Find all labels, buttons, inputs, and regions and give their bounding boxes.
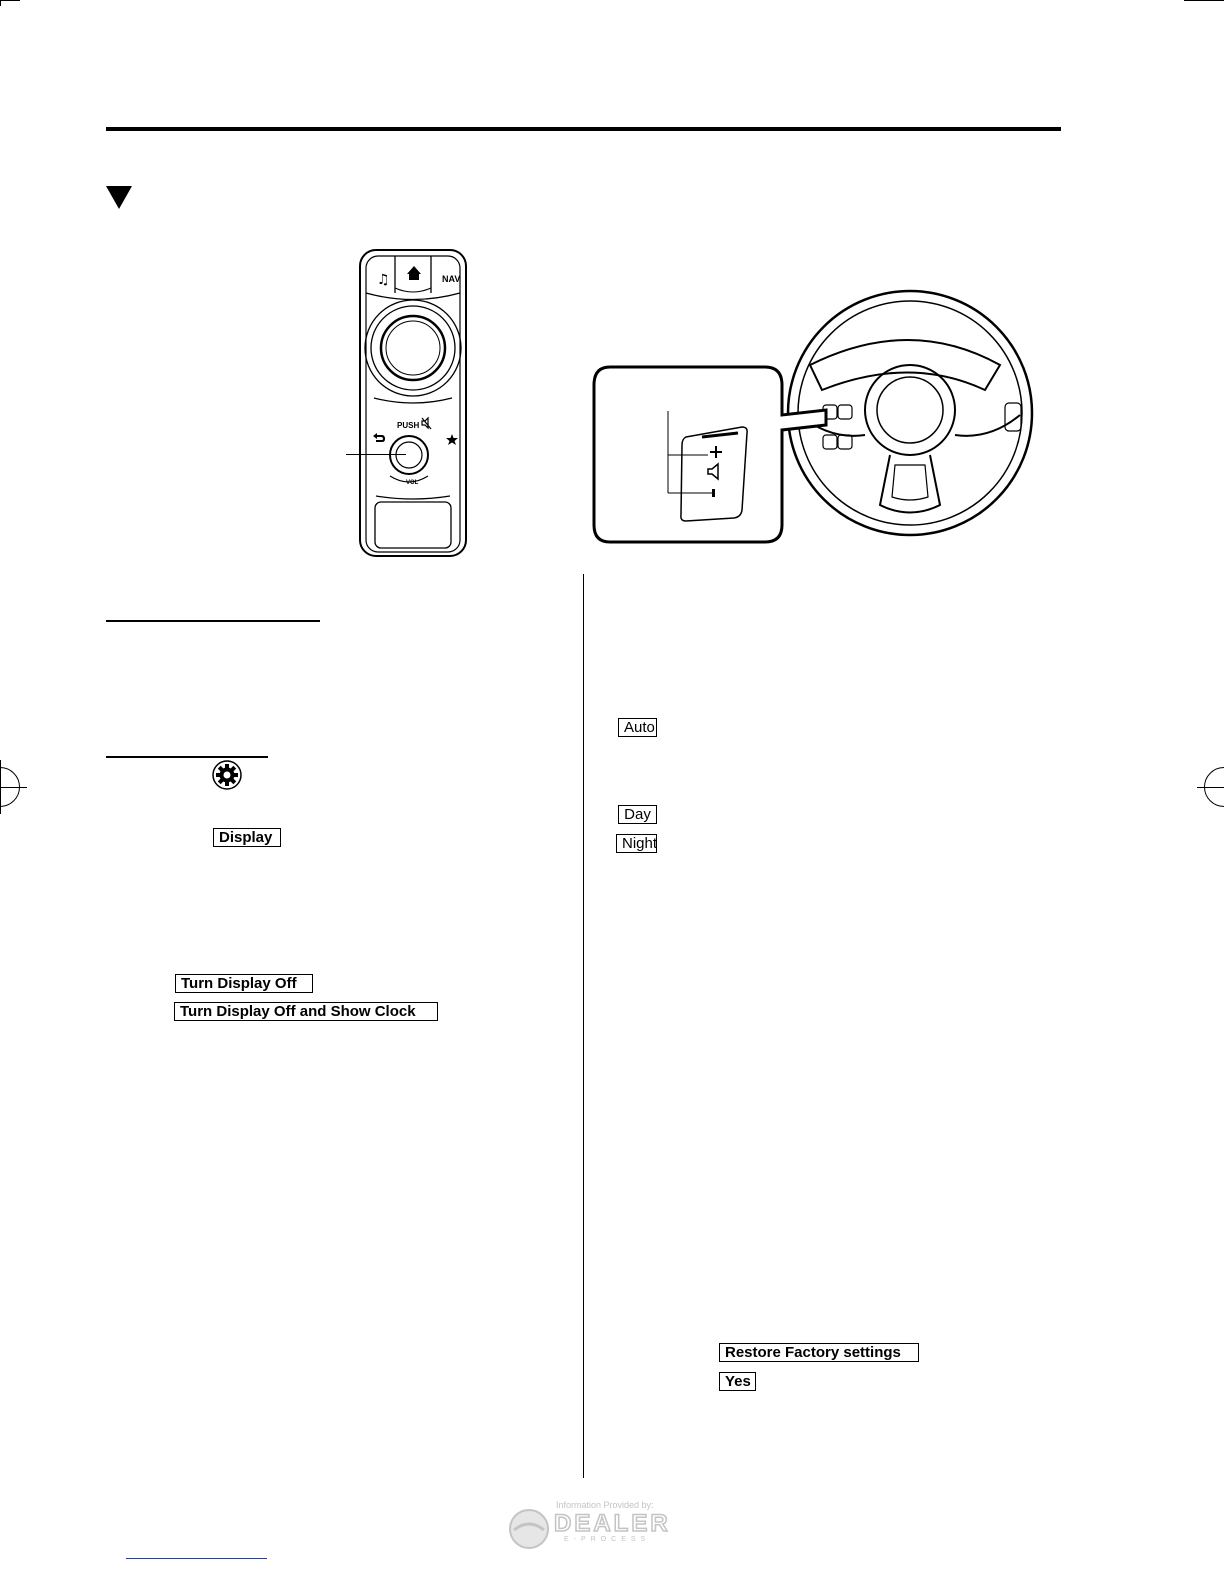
turn-display-off-show-clock-button[interactable]: Turn Display Off and Show Clock bbox=[174, 1002, 438, 1021]
registration-mark-left bbox=[0, 767, 20, 807]
leader-line-knob bbox=[346, 454, 406, 455]
column-divider bbox=[583, 574, 584, 1478]
commander-switch-illustration bbox=[340, 248, 475, 560]
settings-gear-icon bbox=[212, 760, 242, 790]
day-button[interactable]: Day bbox=[618, 805, 657, 824]
mute-icon bbox=[422, 418, 431, 429]
footer-link[interactable] bbox=[126, 1558, 267, 1559]
watermark-caption: Information Provided by: bbox=[556, 1500, 654, 1510]
watermark-logo bbox=[506, 1500, 696, 1552]
vol-label: VOL bbox=[406, 480, 419, 486]
crop-mark-top-right-h bbox=[1184, 0, 1224, 1]
restore-factory-settings-button[interactable]: Restore Factory settings bbox=[719, 1343, 919, 1362]
steering-volume-minus-icon bbox=[712, 489, 715, 497]
nav-label: NAV bbox=[442, 274, 461, 284]
steering-wheel-illustration bbox=[590, 285, 1038, 547]
auto-button[interactable]: Auto bbox=[618, 718, 657, 737]
display-button[interactable]: Display bbox=[213, 828, 281, 847]
watermark-sub: E-PROCESS bbox=[564, 1536, 651, 1543]
heading-underline-2 bbox=[106, 756, 268, 758]
section-marker-icon bbox=[106, 186, 132, 210]
header-rule bbox=[106, 127, 1061, 131]
push-label: PUSH bbox=[397, 421, 420, 430]
yes-button[interactable]: Yes bbox=[719, 1372, 756, 1391]
registration-mark-right bbox=[1204, 767, 1224, 807]
watermark-brand: DEALER bbox=[554, 1510, 671, 1537]
heading-underline-1 bbox=[106, 620, 320, 622]
watermark-globe-icon bbox=[508, 1508, 550, 1550]
music-icon: ♫ bbox=[377, 272, 390, 288]
night-button[interactable]: Night bbox=[616, 834, 657, 853]
crop-mark-top-left-h bbox=[0, 0, 20, 1]
turn-display-off-button[interactable]: Turn Display Off bbox=[175, 974, 313, 993]
